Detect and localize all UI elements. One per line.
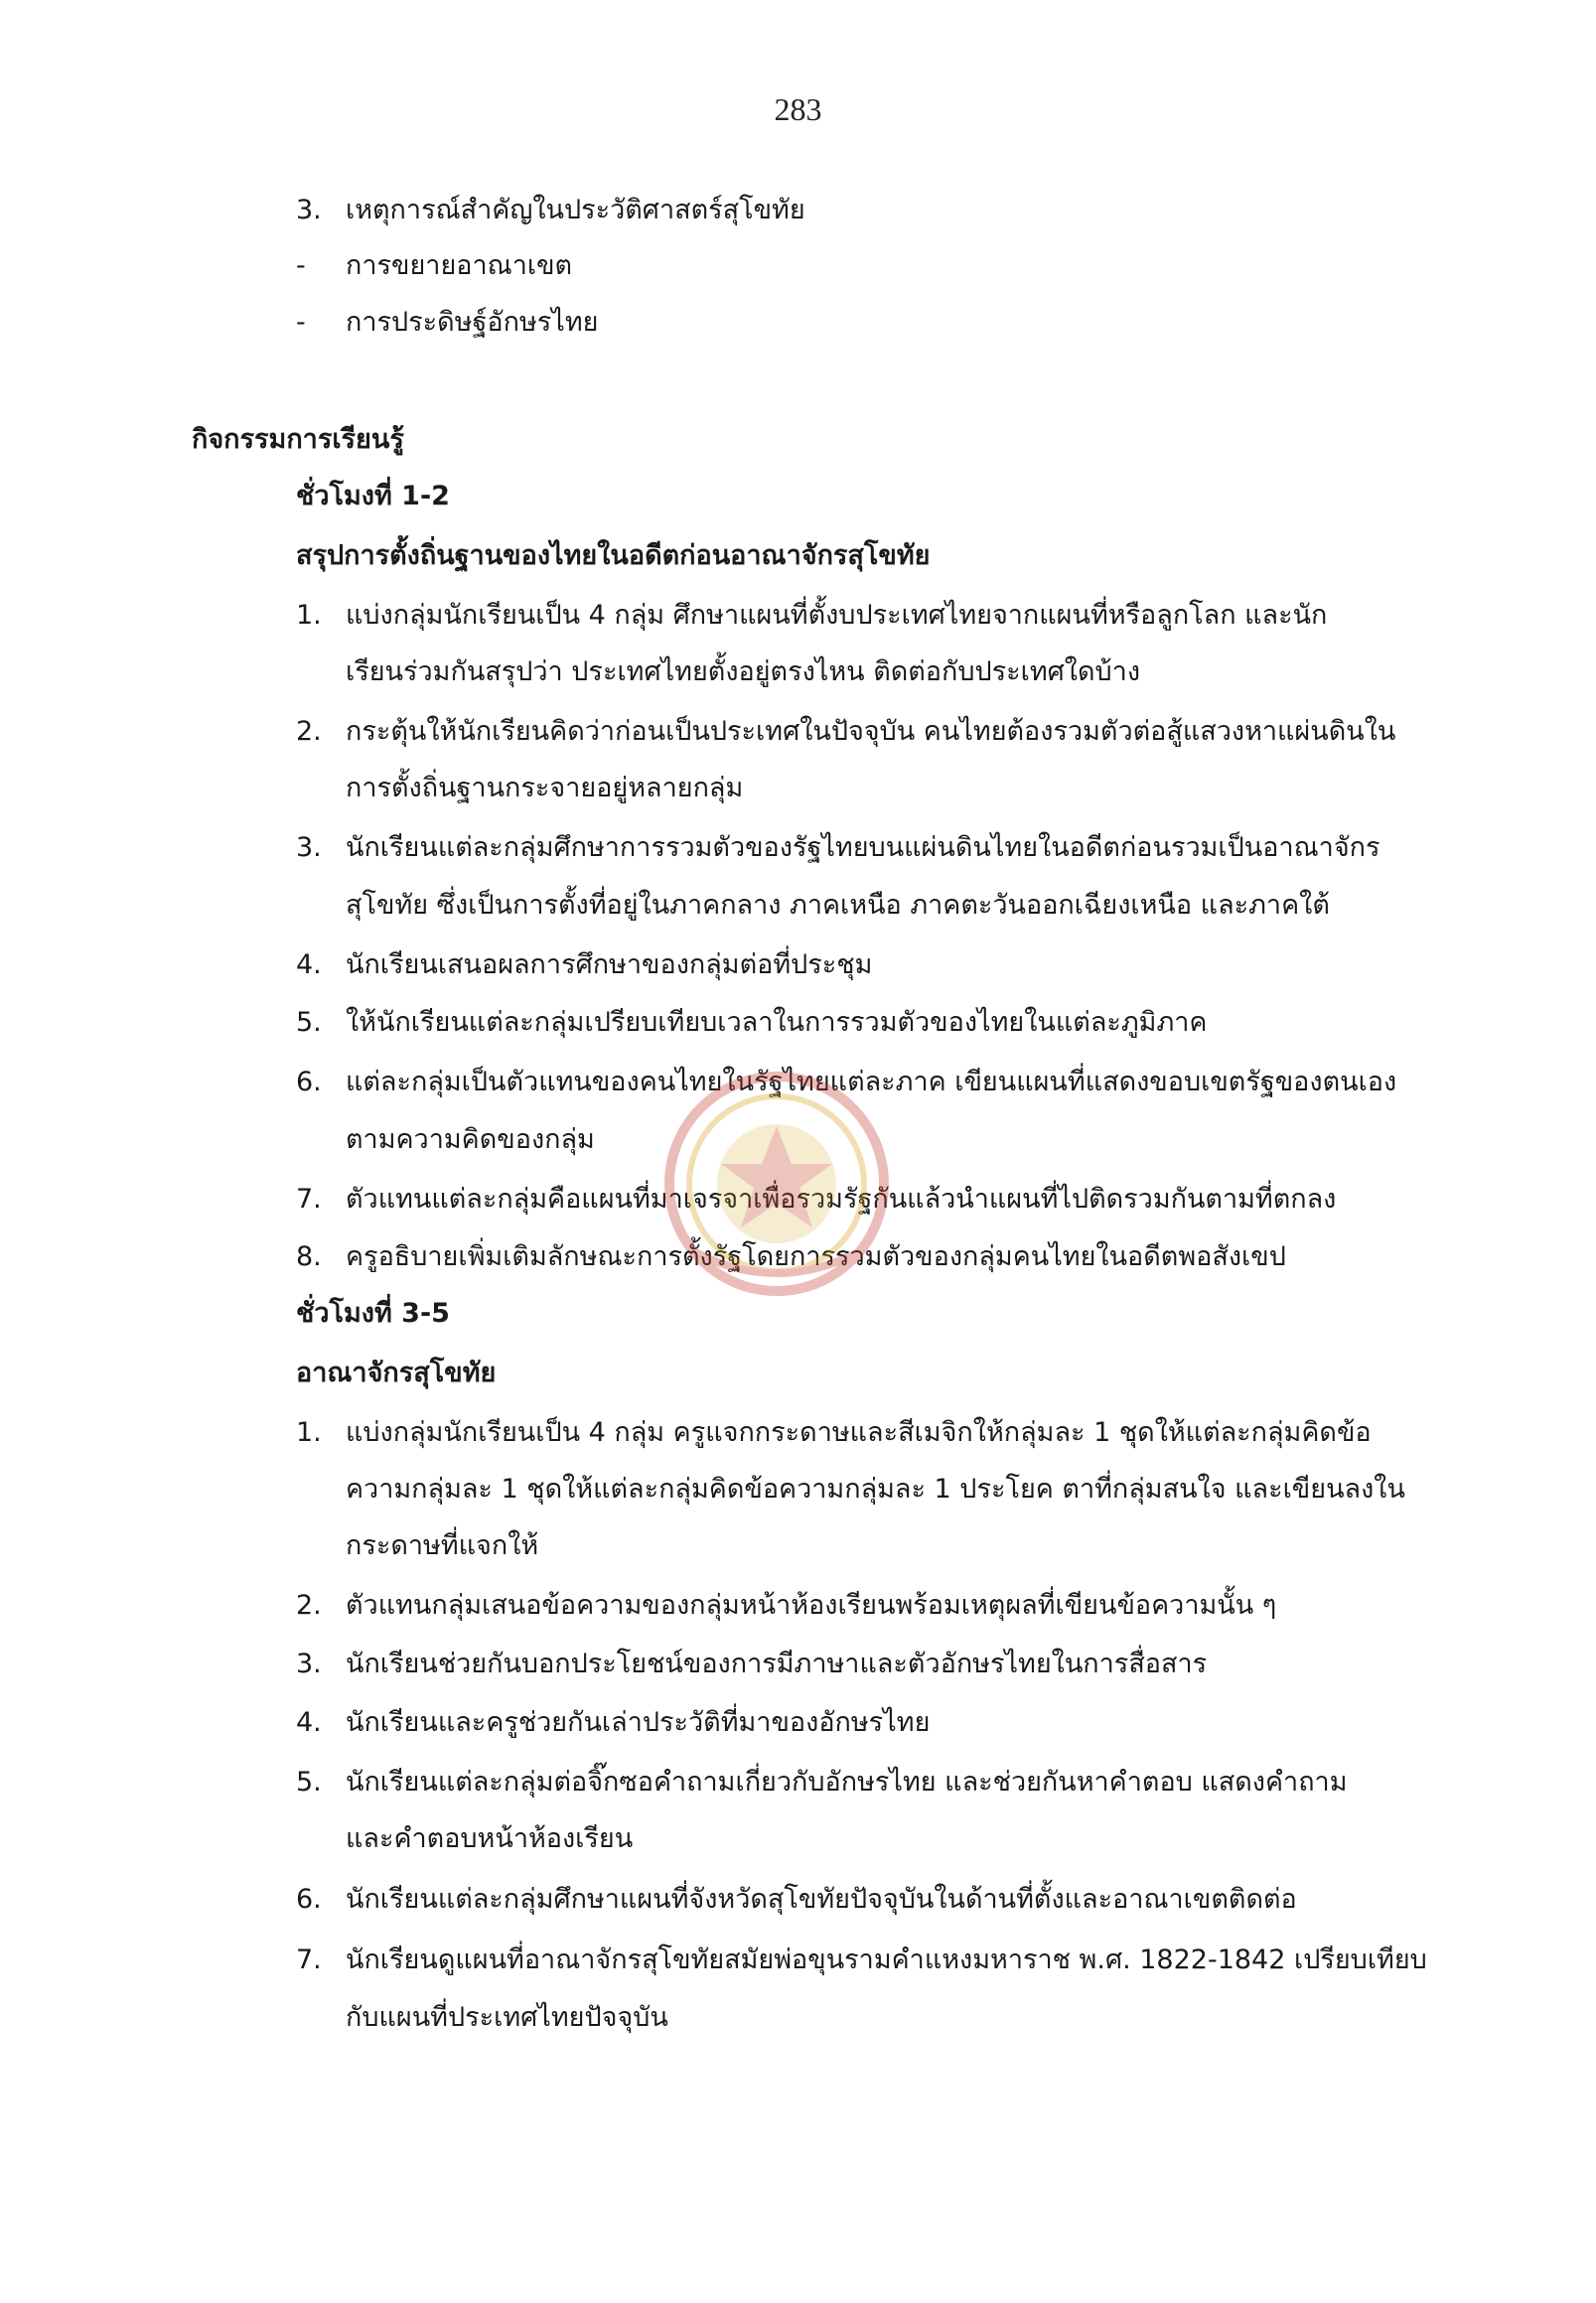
activity-line: ตามความคิดของกลุ่ม	[346, 1124, 595, 1155]
activity-number: 5.	[296, 1767, 322, 1798]
activity-text: นักเรียนช่วยกันบอกประโยชน์ของการมีภาษาและตัวอักษรไทยในการสื่อสาร	[346, 1649, 1208, 1679]
activity-line	[296, 1880, 1297, 1920]
activity-line	[296, 945, 872, 985]
activity-number: 5.	[296, 1007, 322, 1038]
activity-line	[296, 1586, 1276, 1626]
activity-text: แบ่งกลุ่มนักเรียนเป็น 4 กลุ่ม ครูแจกกระดาษและสีเมจิกให้กลุ่มละ 1 ชุดให้แต่ละกลุ่มคิดข้อ	[346, 1417, 1372, 1448]
activity-text: แต่ละกลุ่มเป็นตัวแทนของคนไทยในรัฐไทยแต่ละภาค เขียนแผนที่แสดงขอบเขตรัฐของตนเอง	[346, 1067, 1397, 1097]
activity-number: 7.	[296, 1944, 322, 1975]
activity-number: 6.	[296, 1067, 322, 1097]
activity-text: แบ่งกลุ่มนักเรียนเป็น 4 กลุ่ม ศึกษาแผนที่ตั้งบประเทศไทยจากแผนที่หรือลูกโลก และนัก	[346, 600, 1328, 631]
intro-item-text: การขยายอาณาเขต	[346, 250, 573, 281]
activity-number: 1.	[296, 1417, 322, 1448]
activity-line: และคำตอบหน้าห้องเรียน	[346, 1823, 634, 1854]
intro-item	[296, 191, 805, 230]
activity-line	[296, 828, 1380, 868]
activity-number: 4.	[296, 949, 322, 980]
activity-text: นักเรียนเสนอผลการศึกษาของกลุ่มต่อที่ประชุม	[346, 949, 873, 980]
activity-line	[296, 1941, 1427, 1980]
intro-item-marker: -	[296, 250, 306, 281]
activity-line	[296, 1413, 1372, 1453]
activity-line: ความกลุ่มละ 1 ชุดให้แต่ละกลุ่มคิดข้อความกลุ่มละ 1 ประโยค ตาที่กลุ่มสนใจ และเขียนลงใน	[346, 1474, 1405, 1505]
activity-number: 8.	[296, 1241, 322, 1272]
activity-number: 1.	[296, 600, 322, 631]
watermark-seal-icon	[657, 1065, 896, 1303]
intro-item-marker: -	[296, 307, 306, 338]
activity-number: 6.	[296, 1884, 322, 1915]
intro-item-text: การประดิษฐ์อักษรไทย	[346, 307, 599, 338]
activity-number: 4.	[296, 1707, 322, 1738]
intro-item-marker: 3.	[296, 195, 322, 225]
activity-text: ตัวแทนกลุ่มเสนอข้อความของกลุ่มหน้าห้องเรียนพร้อมเหตุผลที่เขียนข้อความนั้น ๆ	[346, 1590, 1277, 1621]
activity-line	[296, 1703, 930, 1743]
activity-line	[296, 1003, 1207, 1043]
period-label: ชั่วโมงที่ 3-5	[296, 1298, 450, 1329]
activity-text: ตัวแทนแต่ละกลุ่มคือแผนที่มาเจรจาเพื่อรวมรัฐกันแล้วนำแผนที่ไปติดรวมกันตามที่ตกลง	[346, 1184, 1337, 1215]
page-number: 283	[774, 91, 822, 127]
activity-number: 2.	[296, 1590, 322, 1621]
activity-text: นักเรียนดูแผนที่อาณาจักรสุโขทัยสมัยพ่อขุนรามคำแหงมหาราช พ.ศ. 1822-1842 เปรียบเทียบ	[346, 1944, 1427, 1975]
period-topic: อาณาจักรสุโขทัย	[296, 1358, 497, 1388]
period-label: ชั่วโมงที่ 1-2	[296, 481, 450, 511]
activity-line: เรียนร่วมกันสรุปว่า ประเทศไทยตั้งอยู่ตรงไหน ติดต่อกับประเทศใดบ้าง	[346, 656, 1141, 687]
activity-text: นักเรียนแต่ละกลุ่มศึกษาแผนที่จังหวัดสุโขทัยปัจจุบันในด้านที่ตั้งและอาณาเขตติดต่อ	[346, 1884, 1297, 1915]
intro-item	[296, 246, 572, 286]
activity-line: กับแผนที่ประเทศไทยปัจจุบัน	[346, 2002, 668, 2033]
activity-text: นักเรียนและครูช่วยกันเล่าประวัติที่มาของอักษรไทย	[346, 1707, 931, 1738]
activity-text: ให้นักเรียนแต่ละกลุ่มเปรียบเทียบเวลาในการรวมตัวของไทยในแต่ละภูมิภาค	[346, 1007, 1208, 1038]
period-topic: สรุปการตั้งถิ่นฐานของไทยในอดีตก่อนอาณาจักรสุโขทัย	[296, 540, 931, 571]
activity-text: นักเรียนแต่ละกลุ่มต่อจิ๊กซอคำถามเกี่ยวกับอักษรไทย และช่วยกันหาคำตอบ แสดงคำถาม	[346, 1767, 1348, 1798]
section-heading: กิจกรรมการเรียนรู้	[192, 424, 404, 455]
activity-line	[296, 596, 1327, 636]
intro-item-text: เหตุการณ์สำคัญในประวัติศาสตร์สุโขทัย	[346, 195, 805, 225]
activity-number: 3.	[296, 832, 322, 863]
activity-number: 7.	[296, 1184, 322, 1215]
activity-line	[296, 1763, 1348, 1802]
activity-line: กระดาษที่แจกให้	[346, 1530, 539, 1561]
activity-line	[296, 712, 1395, 752]
intro-item	[296, 303, 598, 343]
activity-text: นักเรียนแต่ละกลุ่มศึกษาการรวมตัวของรัฐไทยบนแผ่นดินไทยในอดีตก่อนรวมเป็นอาณาจักร	[346, 832, 1380, 863]
activity-text: กระตุ้นให้นักเรียนคิดว่าก่อนเป็นประเทศในปัจจุบัน คนไทยต้องรวมตัวต่อสู้แสวงหาแผ่นดินใน	[346, 716, 1396, 747]
activity-text: ครูอธิบายเพิ่มเติมลักษณะการตั้งรัฐโดยการรวมตัวของกลุ่มคนไทยในอดีตพอสังเขป	[346, 1241, 1286, 1272]
activity-line: การตั้งถิ่นฐานกระจายอยู่หลายกลุ่ม	[346, 773, 744, 803]
activity-line: สุโขทัย ซึ่งเป็นการตั้งที่อยู่ในภาคกลาง ภาคเหนือ ภาคตะวันออกเฉียงเหนือ และภาคใต้	[346, 890, 1330, 921]
activity-line	[296, 1645, 1207, 1684]
activity-number: 3.	[296, 1649, 322, 1679]
activity-number: 2.	[296, 716, 322, 747]
